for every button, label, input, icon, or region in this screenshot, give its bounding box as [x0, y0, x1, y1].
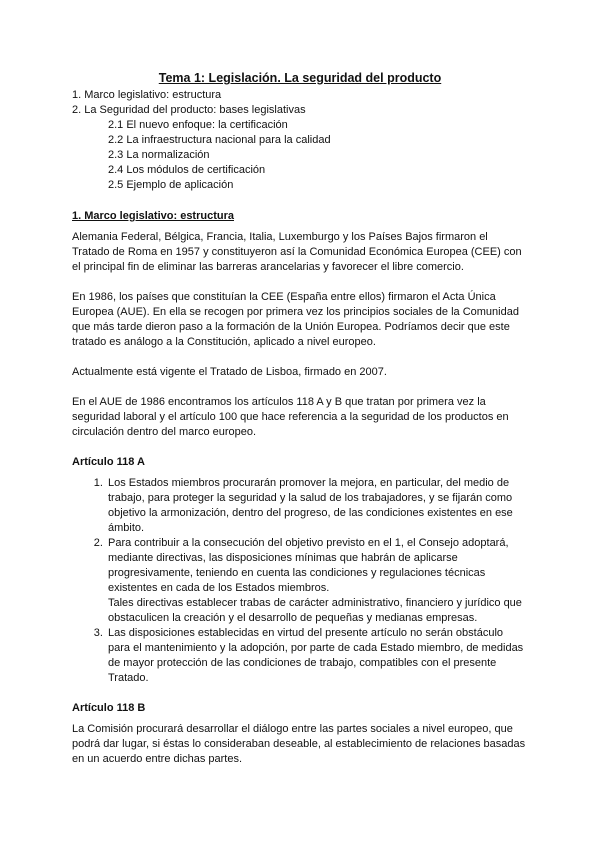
article-118a-heading: Artículo 118 A — [72, 456, 145, 468]
article-118b-heading: Artículo 118 B — [72, 702, 146, 714]
article-118a-item-2-extra: Tales directivas establecer trabas de carácter administrativo, financiero y jurídico que obstaculicen la creación y el desarrollo de pequeñas y medianas empresas. — [108, 597, 522, 624]
table-of-contents — [72, 88, 532, 193]
article-118a-item-1: Los Estados miembros procurarán promover la mejora, en particular, del medio de trabajo, para proteger la seguridad y la salud de los trabajadores, y se fijarán como objetivo la armonización, dentro del progreso, de las condiciones existentes en ese ámbito. — [108, 477, 513, 534]
list-item — [106, 476, 528, 536]
article-118a-item-3: Las disposiciones establecidas en virtud del presente artículo no serán obstáculo para el mantenimiento y la adopción, por parte de cada Estado miembro, de medidas de mayor protección de las condiciones de trabajo, compatibles con el presente Tratado. — [108, 627, 524, 684]
paragraph-acta-unica: En 1986, los países que constituían la CEE (España entre ellos) firmaron el Acta Única Europea (AUE). En ella se recogen por primera vez los principios sociales de la Comunidad que más tarde dieron paso a la formación de la Unión Europea. Podríamos decir que este tratado es análogo a la Constitución, aplicado a nivel europeo. — [72, 291, 519, 348]
list-item — [106, 626, 528, 686]
paragraph-tratado-lisboa: Actualmente está vigente el Tratado de Lisboa, firmado en 2007. — [72, 366, 387, 378]
paragraph-tratado-roma: Alemania Federal, Bélgica, Francia, Italia, Luxemburgo y los Países Bajos firmaron el Tratado de Roma en 1957 y constituyeron así la Comunidad Económica Europea (CEE) con el principal fin de eliminar las barreras arancelarias y favorecer el libre comercio. — [72, 231, 522, 273]
toc-subitem-2-2: 2.2 La infraestructura nacional para la calidad — [108, 134, 331, 146]
toc-subitem-2-3: 2.3 La normalización — [108, 149, 210, 161]
article-118a-item-2: Para contribuir a la consecución del objetivo previsto en el 1, el Consejo adoptará, mediante directivas, las disposiciones mínimas que habrán de aplicarse progresivamente, teniendo en cuenta las condiciones y regulaciones técnicas existentes en cada de los Estados miembros. — [108, 537, 509, 594]
paragraph-articulos-aue: En el AUE de 1986 encontramos los artículos 118 A y B que tratan por primera vez la seguridad laboral y el artículo 100 que hace referencia a la seguridad de los productos en circulación dentro del marco europeo. — [72, 396, 509, 438]
document-title: Tema 1: Legislación. La seguridad del producto — [158, 71, 442, 85]
toc-item-1: 1. Marco legislativo: estructura — [72, 89, 222, 101]
toc-subitem-2-5: 2.5 Ejemplo de aplicación — [108, 179, 234, 191]
toc-item-2: 2. La Seguridad del producto: bases legislativas — [72, 104, 306, 116]
toc-subitem-2-4: 2.4 Los módulos de certificación — [108, 164, 266, 176]
section-heading-marco-legislativo: 1. Marco legislativo: estructura — [72, 210, 234, 222]
article-118a-list — [72, 476, 528, 686]
document-body — [72, 209, 528, 782]
list-item — [106, 536, 528, 626]
article-118b-paragraph: La Comisión procurará desarrollar el diálogo entre las partes sociales a nivel europeo, que podrá dar lugar, si éstas lo consideraban deseable, al establecimiento de relaciones basadas en un acuerdo entre dichas partes. — [72, 723, 526, 765]
toc-subitem-2-1: 2.1 El nuevo enfoque: la certificación — [108, 119, 288, 131]
